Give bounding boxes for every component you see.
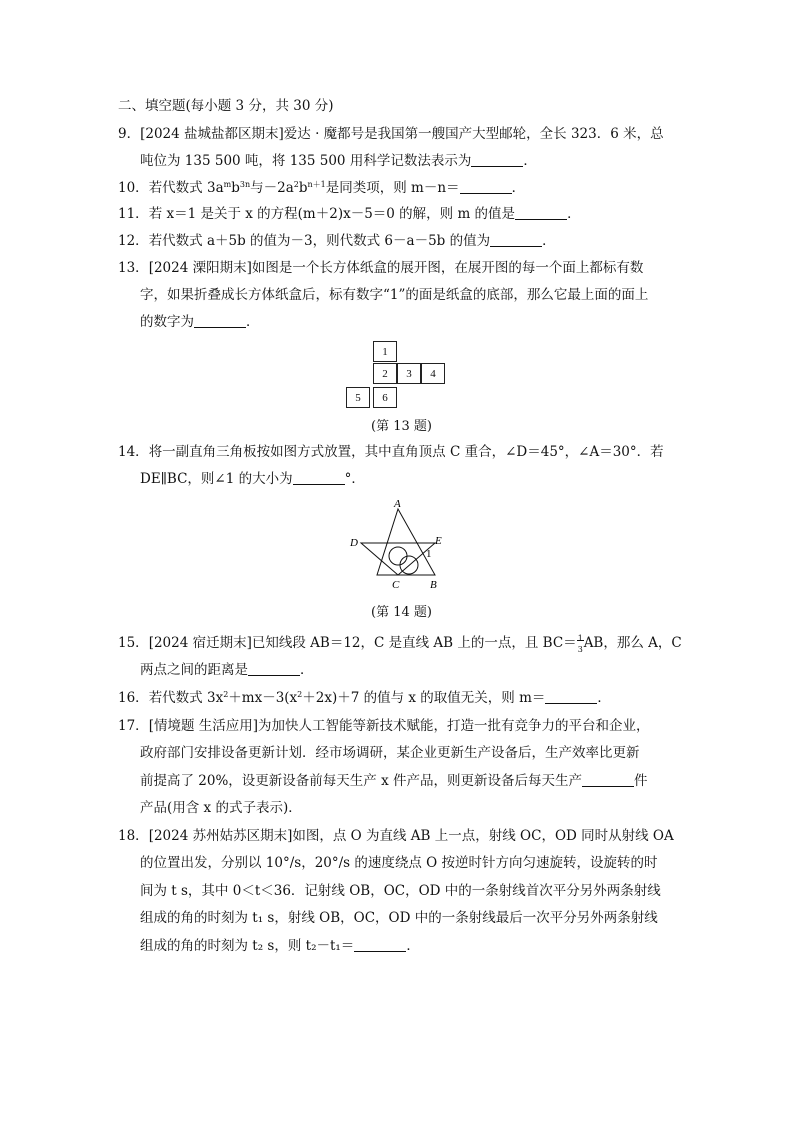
question-text: ＋2x)＋7 的值与 x 的取值无关，则 m＝ xyxy=(302,690,546,706)
question-text: 是同类项，则 m－n＝ xyxy=(325,180,460,196)
question-13-line3: 的数字为 ． xyxy=(140,314,260,330)
question-text: DE∥BC，则∠1 的大小为 xyxy=(140,471,293,487)
triangle-abc xyxy=(377,509,435,575)
exponent: 2 xyxy=(293,180,299,189)
question-number: 16． xyxy=(118,690,149,706)
question-text: 若代数式 3x xyxy=(148,690,224,706)
question-14-line2 xyxy=(140,469,365,489)
question-text: ＋mx－3(x xyxy=(228,690,298,706)
question-text: [2024 苏州姑苏区期末]如图，点 O 为直线 AB 上一点，射线 OC，OD 同时从射线 OA xyxy=(148,828,674,844)
exponent: 2 xyxy=(297,690,303,699)
box-net-figure xyxy=(346,341,448,409)
question-17-line4: 产品(用含 x 的式子表示)． xyxy=(140,800,302,816)
question-18-line4: 组成的角的时刻为 t₁ s，射线 OB，OC，OD 中的一条射线最后一次平分另外两条射线 xyxy=(140,910,658,926)
question-17-line2: 政府部门安排设备更新计划．经市场调研，某企业更新生产设备后，生产效率比更新 xyxy=(140,745,640,761)
label-a: A xyxy=(394,498,401,510)
label-angle-1: 1 xyxy=(426,548,432,560)
label-e: E xyxy=(435,535,442,547)
denominator: 3 xyxy=(577,645,583,654)
question-text: 将一副直角三角板按如图方式放置，其中直角顶点 C 重合，∠D＝45°，∠A＝30°．若 xyxy=(148,444,664,460)
question-12: 12．若代数式 a＋5b 的值为－3，则代数式 6－a－5b 的值为 ． xyxy=(118,233,556,249)
question-text: 若代数式 3a xyxy=(148,180,224,196)
question-text: b xyxy=(231,180,240,196)
net-face: 5 xyxy=(346,387,370,408)
fraction xyxy=(577,632,584,654)
angle-arc xyxy=(389,547,407,565)
net-face: 3 xyxy=(397,363,421,384)
question-17-line3 xyxy=(140,771,648,791)
label-c: C xyxy=(392,579,400,591)
question-13-line1 xyxy=(118,258,643,278)
question-number: 18． xyxy=(118,828,149,844)
question-text: [2024 溧阳期末]如图是一个长方体纸盒的展开图，在展开图的每一个面上都标有数 xyxy=(148,260,644,276)
exponent: m xyxy=(223,180,232,189)
question-number: 11． xyxy=(118,206,149,222)
question-18-line5: 组成的角的时刻为 t₂ s，则 t₂－t₁＝ ． xyxy=(140,938,420,954)
section-heading: 二、填空题(每小题 3 分，共 30 分) xyxy=(118,98,334,114)
exponent: n＋1 xyxy=(307,180,326,189)
question-text: 件 xyxy=(634,773,648,789)
question-number: 9． xyxy=(118,126,141,142)
question-text: 吨位为 135 500 吨，将 135 500 用科学记数法表示为 xyxy=(140,153,472,169)
question-9-line2: 吨位为 135 500 吨，将 135 500 用科学记数法表示为 ． xyxy=(140,153,537,169)
question-text: b xyxy=(298,180,308,196)
question-13-line2: 字，如果折叠成长方体纸盒后，标有数字“1”的面是纸盒的底部，那么它最上面的面上 xyxy=(140,287,649,303)
question-number: 10． xyxy=(118,180,149,196)
figure-caption: (第 14 题) xyxy=(371,605,432,620)
net-face: 6 xyxy=(373,387,397,408)
question-text: 两点之间的距离是 xyxy=(140,662,248,678)
net-face: 2 xyxy=(373,363,397,384)
answer-blank[interactable] xyxy=(545,689,597,704)
question-14-line1 xyxy=(118,442,664,462)
question-text: 组成的角的时刻为 t₂ s，则 t₂－t₁＝ xyxy=(140,938,355,954)
question-text: 与－2a xyxy=(250,180,294,196)
question-text: AB，那么 A，C xyxy=(583,635,682,651)
triangle-figure xyxy=(340,495,450,595)
exponent: 2 xyxy=(223,690,229,699)
answer-blank[interactable] xyxy=(471,152,523,167)
question-text: 若代数式 a＋5b 的值为－3，则代数式 6－a－5b 的值为 xyxy=(148,233,491,249)
label-b: B xyxy=(430,579,437,591)
answer-blank[interactable] xyxy=(354,937,406,952)
question-number: 12． xyxy=(118,233,149,249)
answer-blank[interactable] xyxy=(515,205,567,220)
question-number: 14． xyxy=(118,444,149,460)
question-number: 13． xyxy=(118,260,149,276)
question-16: 16．若代数式 $3x^2+mx-3(x^2+2x)+7$ 的值与 x 的取值无关，则 m＝ ． xyxy=(118,690,611,706)
label-d: D xyxy=(350,537,358,549)
figure-caption: (第 13 题) xyxy=(371,419,432,434)
question-18-line1 xyxy=(118,826,674,846)
answer-blank[interactable] xyxy=(490,232,542,247)
net-face: 4 xyxy=(421,363,445,384)
question-text: 前提高了 20%，设更新设备前每天生产 x 件产品，则更新设备后每天生产 xyxy=(140,773,582,789)
question-18-line2: 的位置出发，分别以 10°/s，20°/s 的速度绕点 O 按逆时针方向匀速旋转，设旋转的时 xyxy=(140,855,658,871)
question-17-line1 xyxy=(118,716,650,736)
question-text: [2024 宿迁期末]已知线段 AB＝12，C 是直线 AB 上的一点，且 BC＝ xyxy=(148,635,577,651)
answer-blank[interactable] xyxy=(582,772,634,787)
net-face: 1 xyxy=(373,341,397,362)
question-15-line2: 两点之间的距离是 ． xyxy=(140,662,314,678)
question-text: °． xyxy=(344,471,365,487)
question-10: 10．若代数式 $3a^mb^{3n}$与$-2a^2b^{n+1}$是同类项，则 m－n＝ ． xyxy=(118,180,526,196)
exponent: 3n xyxy=(239,180,251,189)
question-9-line1 xyxy=(118,124,664,144)
question-18-line3: 间为 t s，其中 0＜t＜36．记射线 OB，OC，OD 中的一条射线首次平分另外两条射线 xyxy=(140,883,661,899)
question-11: 11．若 x＝1 是关于 x 的方程(m＋2)x－5＝0 的解，则 m 的值是 ． xyxy=(118,206,581,222)
question-text: [情境题 生活应用]为加快人工智能等新技术赋能，打造一批有竞争力的平台和企业， xyxy=(148,718,650,734)
answer-blank[interactable] xyxy=(293,470,345,485)
question-number: 17． xyxy=(118,718,149,734)
question-15-line1 xyxy=(118,632,682,653)
answer-blank[interactable] xyxy=(248,661,300,676)
question-text: [2024 盐城盐都区期末]爱达 · 魔都号是我国第一艘国产大型邮轮，全长 323．6 米，总 xyxy=(140,126,664,142)
question-text: 的数字为 xyxy=(140,314,194,330)
answer-blank[interactable] xyxy=(194,313,246,328)
numerator: 1 xyxy=(577,634,583,643)
question-number: 15． xyxy=(118,635,149,651)
triangle-dce xyxy=(361,543,435,575)
answer-blank[interactable] xyxy=(460,179,512,194)
question-text: 若 x＝1 是关于 x 的方程(m＋2)x－5＝0 的解，则 m 的值是 xyxy=(148,206,516,222)
